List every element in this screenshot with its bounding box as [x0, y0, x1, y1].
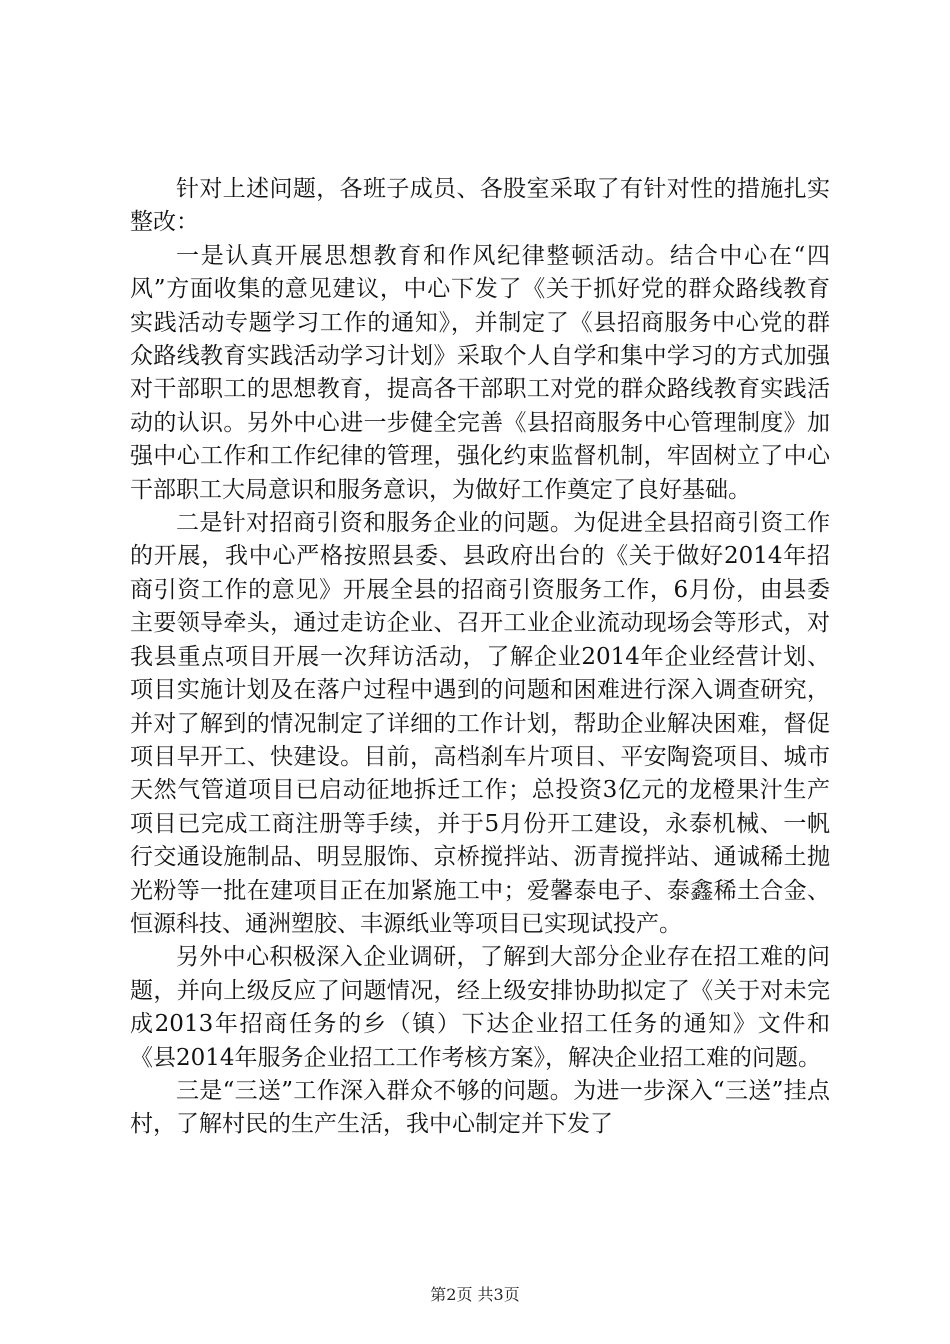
paragraph-recruitment: 另外中心积极深入企业调研，了解到大部分企业存在招工难的问题，并向上级反应了问题情况，经上级安排协助拟定了《关于对未完成2013年招商任务的乡（镇）下达企业招工任务的通知》文件和《县2014年服务企业招工工作考核方案》，解决企业招工难的问题。: [130, 944, 830, 1071]
body-text: [130, 173, 830, 1142]
page-number: 第2页 共3页: [430, 1285, 520, 1304]
paragraph-point-two: 二是针对招商引资和服务企业的问题。为促进全县招商引资工作的开展，我中心严格按照县委、县政府出台的《关于做好2014年招商引资工作的意见》开展全县的招商引资服务工作，6月份，由县委主要领导牵头，通过走访企业、召开工业企业流动现场会等形式，对我县重点项目开展一次拜访活动，了解企业2014年企业经营计划、项目实施计划及在落户过程中遇到的问题和困难进行深入调查研究，并对了解到的情况制定了详细的工作计划，帮助企业解决困难，督促项目早开工、快建设。目前，高档刹车片项目、平安陶瓷项目、城市天然气管道项目已启动征地拆迁工作；总投资3亿元的龙橙果汁生产项目已完成工商注册等手续，并于5月份开工建设，永泰机械、一帆行交通设施制品、明昱服饰、京桥搅拌站、沥青搅拌站、通诚稀土抛光粉等一批在建项目正在加紧施工中；爱馨泰电子、泰鑫稀土合金、恒源科技、通洲塑胶、丰源纸业等项目已实现试投产。: [130, 510, 830, 937]
page-footer: [0, 1285, 950, 1305]
paragraph-point-one: 一是认真开展思想教育和作风纪律整顿活动。结合中心在“四风”方面收集的意见建议，中心下发了《关于抓好党的群众路线教育实践活动专题学习工作的通知》，并制定了《县招商服务中心党的群众路线教育实践活动学习计划》采取个人自学和集中学习的方式加强对干部职工的思想教育，提高各干部职工对党的群众路线教育实践活动的认识。另外中心进一步健全完善《县招商服务中心管理制度》加强中心工作和工作纪律的管理，强化约束监督机制，牢固树立了中心干部职工大局意识和服务意识，为做好工作奠定了良好基础。: [130, 242, 830, 503]
paragraph-point-three: 三是“三送”工作深入群众不够的问题。为进一步深入“三送”挂点村，了解村民的生产生活，我中心制定并下发了: [130, 1077, 830, 1138]
paragraph-intro: 针对上述问题，各班子成员、各股室采取了有针对性的措施扎实整改：: [130, 176, 830, 236]
